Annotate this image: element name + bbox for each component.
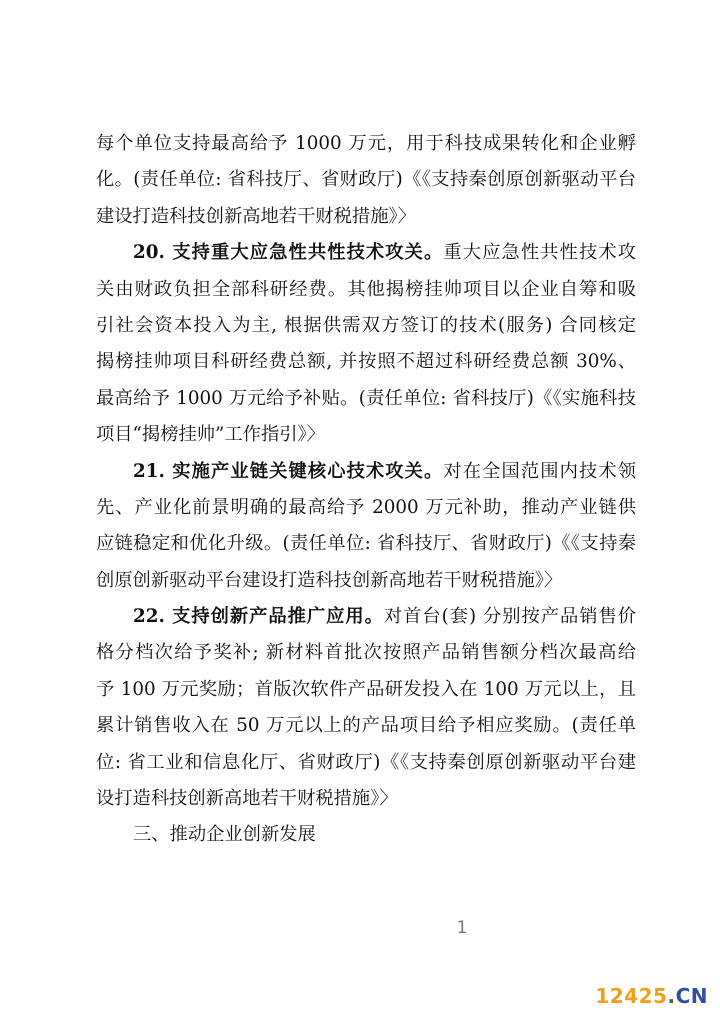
text-line: 最高给予 1000 万元给予补贴。(责任单位: 省科技厅)《《实施科技 — [96, 387, 636, 409]
item-heading: 20. 支持重大应急性共性技术攻关。 — [133, 242, 444, 264]
page-number: 1 — [456, 918, 468, 938]
watermark-dot: . — [667, 984, 676, 1008]
text-line: 创原创新驱动平台建设打造科技创新高地若干财税措施》〉 — [96, 569, 563, 591]
text-line: 每个单位支持最高给予 1000 万元，用于科技成果转化和企业孵 — [96, 133, 636, 154]
text-line: 予 100 万元奖励；首版次软件产品研发投入在 100 万元以上，且 — [96, 678, 636, 700]
text-line: 建设打造科技创新高地若干财税措施》〉 — [96, 205, 416, 227]
text-line: 位: 省工业和信息化厅、省财政厅)《《支持秦创原创新驱动平台建 — [96, 751, 636, 773]
text-line: 引社会资本投入为主, 根据供需双方签订的技术(服务) 合同核定 — [96, 314, 636, 336]
item-lead: 对在全国范围内技术领 — [443, 460, 636, 482]
text-line: 揭榜挂帅项目科研经费总额, 并按照不超过科研经费总额 30%、 — [96, 351, 636, 373]
watermark-digits: 12425 — [595, 984, 668, 1008]
item-heading: 22. 支持创新产品推广应用。 — [133, 606, 384, 628]
item-20-first-line — [96, 235, 636, 271]
text-line: 先、产业化前景明确的最高给予 2000 万元补助，推动产业链供 — [96, 496, 636, 518]
item-lead: 对首台(套) 分别按产品销售价 — [383, 606, 636, 628]
item-22-first-line — [96, 599, 636, 635]
text-line: 应链稳定和优化升级。(责任单位: 省科技厅、省财政厅)《《支持秦 — [96, 533, 636, 555]
section-heading: 三、推动企业创新发展 — [133, 824, 316, 846]
document-body — [96, 126, 636, 854]
site-watermark — [595, 984, 708, 1008]
text-line: 设打造科技创新高地若干财税措施》〉 — [96, 788, 398, 810]
item-heading: 21. 实施产业链关键核心技术攻关。 — [133, 460, 444, 482]
text-line: 化。(责任单位: 省科技厅、省财政厅)《《支持秦创原创新驱动平台 — [96, 169, 636, 191]
item-lead: 重大应急性共性技术攻 — [443, 242, 636, 264]
text-line: 格分档次给予奖补; 新材料首批次按照产品销售额分档次最高给 — [96, 642, 636, 664]
watermark-tld: CN — [675, 984, 708, 1008]
text-line: 累计销售收入在 50 万元以上的产品项目给予相应奖励。(责任单 — [96, 715, 636, 737]
text-line: 关由财政负担全部科研经费。其他揭榜挂帅项目以企业自筹和吸 — [96, 278, 636, 300]
text-line: 项目“揭榜挂帅”工作指引》〉 — [96, 424, 325, 446]
item-21-first-line — [96, 454, 636, 490]
